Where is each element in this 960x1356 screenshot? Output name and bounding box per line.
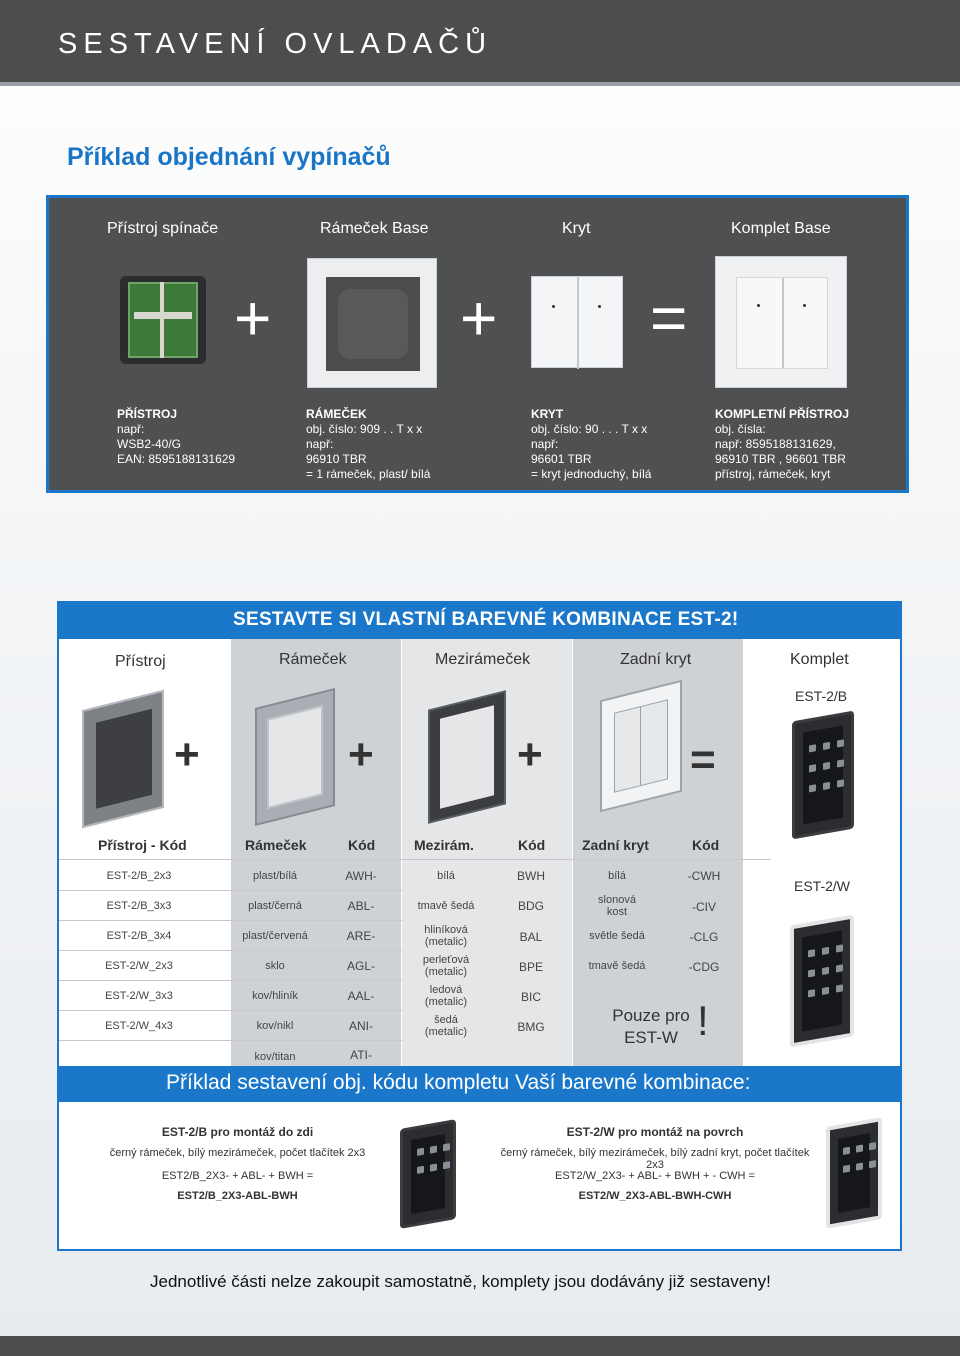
zadni-kryt-name: tmavě šedá <box>588 960 646 972</box>
example-b-result: EST2/B_2X3-ABL-BWH <box>177 1190 298 1202</box>
ramecek-code: AAL- <box>347 989 375 1003</box>
ramecek-name: sklo <box>265 960 285 972</box>
kryt-line: 96601 TBR <box>531 452 592 466</box>
page-title: SESTAVENÍ OVLADAČŮ <box>58 28 493 60</box>
kryt-line: obj. číslo: 90 . . . T x x <box>531 422 648 436</box>
col-title-ramecek: Rámeček <box>279 651 347 668</box>
komplet-details <box>715 407 849 482</box>
pristroj-label: PŘÍSTROJ <box>117 407 178 421</box>
column-heading-komplet: Komplet Base <box>731 220 831 237</box>
col-title-komplet: Komplet <box>790 651 849 668</box>
code-example-label: Příklad sestavení obj. kódu kompletu Vaší barevné kombinace: <box>166 1071 751 1094</box>
meziramecek-name: ledová (metalic) <box>424 984 468 1008</box>
ramecek-name: kov/nikl <box>256 1020 294 1032</box>
pristroj-code: EST-2/B_2x3 <box>106 870 172 882</box>
meziramecek-code: BDG <box>517 899 544 913</box>
col-title-meziramecek: Mezirámeček <box>435 651 531 668</box>
komplet-line: např: 8595188131629, <box>715 437 836 451</box>
ramecek-name: plast/černá <box>248 900 302 912</box>
est2-back-cover-image <box>600 680 682 812</box>
komplet-line: přístroj, rámeček, kryt <box>715 467 831 481</box>
ramecek-name: plast/bílá <box>252 870 298 882</box>
pristroj-line: např: <box>117 422 145 436</box>
zadni-kryt-code: -CWH <box>687 869 721 883</box>
kryt-details <box>531 407 651 482</box>
example-b-desc: černý rámeček, bílý mezirámeček, počet tlačítek 2x3 <box>109 1147 366 1159</box>
header-divider <box>0 82 960 86</box>
equals-operator: = <box>690 735 716 784</box>
ramecek-code: AWH- <box>345 869 377 883</box>
column-heading-ramecek: Rámeček Base <box>320 220 429 237</box>
cover-image <box>531 276 623 368</box>
column-heading-kryt: Kryt <box>562 220 591 237</box>
equals-operator: = <box>650 282 688 354</box>
meziramecek-code: BPE <box>518 960 543 974</box>
th-zadni-kryt-kod: Kód <box>692 837 720 853</box>
kryt-line: = kryt jednoduchý, bílá <box>531 467 652 481</box>
meziramecek-code: BMG <box>517 1020 545 1034</box>
ramecek-name: plast/červená <box>242 930 308 942</box>
est2w-complete-device-image <box>790 914 854 1047</box>
example-w-title: EST-2/W pro montáž na povrch <box>566 1125 744 1139</box>
meziramecek-name: tmavě šedá <box>417 900 475 912</box>
ramecek-line: = 1 rámeček, plast/ bílá <box>306 467 431 481</box>
row-divider <box>59 950 402 951</box>
est2-device-image <box>82 690 164 828</box>
row-divider <box>59 980 402 981</box>
komplet-label: KOMPLETNÍ PŘÍSTROJ <box>715 407 850 421</box>
est2b-complete-device-image <box>792 711 854 840</box>
est2-inner-frame-image <box>428 690 506 823</box>
zadni-kryt-code: -CIV <box>692 900 716 914</box>
est-w-only-note: Pouze pro EST-W <box>612 1006 690 1047</box>
ramecek-code: AGL- <box>346 959 375 973</box>
plus-operator: + <box>517 730 543 779</box>
th-ramecek: Rámeček <box>245 837 307 853</box>
komplet-line: obj. čísla: <box>715 422 766 436</box>
example-b-formula: EST2/B_2X3- + ABL- + BWH = <box>161 1170 314 1182</box>
meziramecek-name: perleťová (metalic) <box>422 954 470 978</box>
pristroj-code: EST-2/W_3x3 <box>105 990 173 1002</box>
ramecek-code: ARE- <box>346 929 376 943</box>
warning-exclaim-icon: ! <box>697 997 709 1044</box>
pristroj-code: EST-2/W_4x3 <box>105 1020 173 1032</box>
row-divider <box>59 920 402 921</box>
col-title-pristroj: Přístroj <box>115 653 166 670</box>
plus-operator: + <box>174 730 200 779</box>
row-divider <box>59 890 402 891</box>
th-meziramecek: Mezirám. <box>414 837 474 853</box>
ramecek-line: např: <box>306 437 334 451</box>
ramecek-code: ANI- <box>349 1019 373 1033</box>
row-divider <box>59 1040 402 1041</box>
meziramecek-name: hliníková (metalic) <box>424 924 468 948</box>
meziramecek-code: BWH <box>517 869 545 883</box>
example-b-title: EST-2/B pro montáž do zdi <box>161 1125 314 1139</box>
zadni-kryt-code: -CDG <box>688 960 720 974</box>
pristroj-details <box>117 407 235 467</box>
kryt-line: např: <box>531 437 559 451</box>
plus-operator: + <box>348 730 374 779</box>
row-divider <box>59 859 771 860</box>
meziramecek-name: bílá <box>437 870 455 882</box>
bottom-band <box>0 1336 960 1356</box>
ramecek-code: ATI- <box>350 1048 372 1062</box>
ramecek-details <box>306 407 430 482</box>
est2-frame-image <box>255 688 335 826</box>
th-zadni-kryt: Zadní kryt <box>582 837 649 853</box>
pristroj-code: EST-2/B_3x3 <box>106 900 172 912</box>
plus-operator: + <box>234 282 272 354</box>
zadni-kryt-name: bílá <box>608 870 626 882</box>
est2-title: SESTAVTE SI VLASTNÍ BAREVNÉ KOMBINACE EST-2! <box>233 609 739 630</box>
pristroj-code: EST-2/B_3x4 <box>106 930 172 942</box>
example-w-device-image <box>826 1117 882 1229</box>
col-title-zadni-kryt: Zadní kryt <box>620 651 692 668</box>
meziramecek-name: šedá (metalic) <box>424 1014 468 1038</box>
ramecek-name: kov/hliník <box>252 990 298 1002</box>
example-w-formula: EST2/W_2X3- + ABL- + BWH + - CWH = <box>555 1170 755 1182</box>
ramecek-name: kov/titan <box>254 1051 296 1063</box>
zadni-kryt-code: -CLG <box>689 930 719 944</box>
example-w-desc: černý rámeček, bílý mezirámeček, bílý zadní kryt, počet tlačítek 2x3 <box>500 1147 810 1171</box>
kryt-label: KRYT <box>531 407 564 421</box>
meziramecek-code: BIC <box>520 990 541 1004</box>
th-meziramecek-kod: Kód <box>518 837 546 853</box>
column-heading-pristroj: Přístroj spínače <box>107 220 219 237</box>
pristroj-line: EAN: 8595188131629 <box>117 452 236 466</box>
example-title: Příklad objednání vypínačů <box>67 143 391 171</box>
ramecek-line: 96910 TBR <box>306 452 367 466</box>
pristroj-line: WSB2-40/G <box>117 437 182 451</box>
plus-operator: + <box>460 282 498 354</box>
komplet-est2w-label: EST-2/W <box>794 878 851 894</box>
zadni-kryt-name: slonová kost <box>598 894 636 918</box>
frame-image <box>307 258 437 388</box>
example-b-device-image <box>400 1119 456 1229</box>
komplet-est2b-label: EST-2/B <box>795 688 848 704</box>
ramecek-line: obj. číslo: 909 . . T x x <box>306 422 423 436</box>
meziramecek-code: BAL <box>519 930 543 944</box>
zadni-kryt-name: světle šedá <box>589 930 645 942</box>
switch-module-image <box>120 276 206 364</box>
ramecek-label: RÁMEČEK <box>306 407 367 421</box>
pristroj-code: EST-2/W_2x3 <box>105 960 173 972</box>
footer-note: Jednotlivé části nelze zakoupit samostatně, komplety jsou dodávány již sestaveny! <box>150 1272 771 1291</box>
ramecek-code: ABL- <box>347 899 375 913</box>
th-pristroj-kod: Přístroj - Kód <box>98 837 187 853</box>
row-divider <box>59 1010 402 1011</box>
komplet-line: 96910 TBR , 96601 TBR <box>715 452 846 466</box>
example-w-result: EST2/W_2X3-ABL-BWH-CWH <box>578 1190 732 1202</box>
complete-switch-image <box>715 256 847 388</box>
th-ramecek-kod: Kód <box>348 837 376 853</box>
